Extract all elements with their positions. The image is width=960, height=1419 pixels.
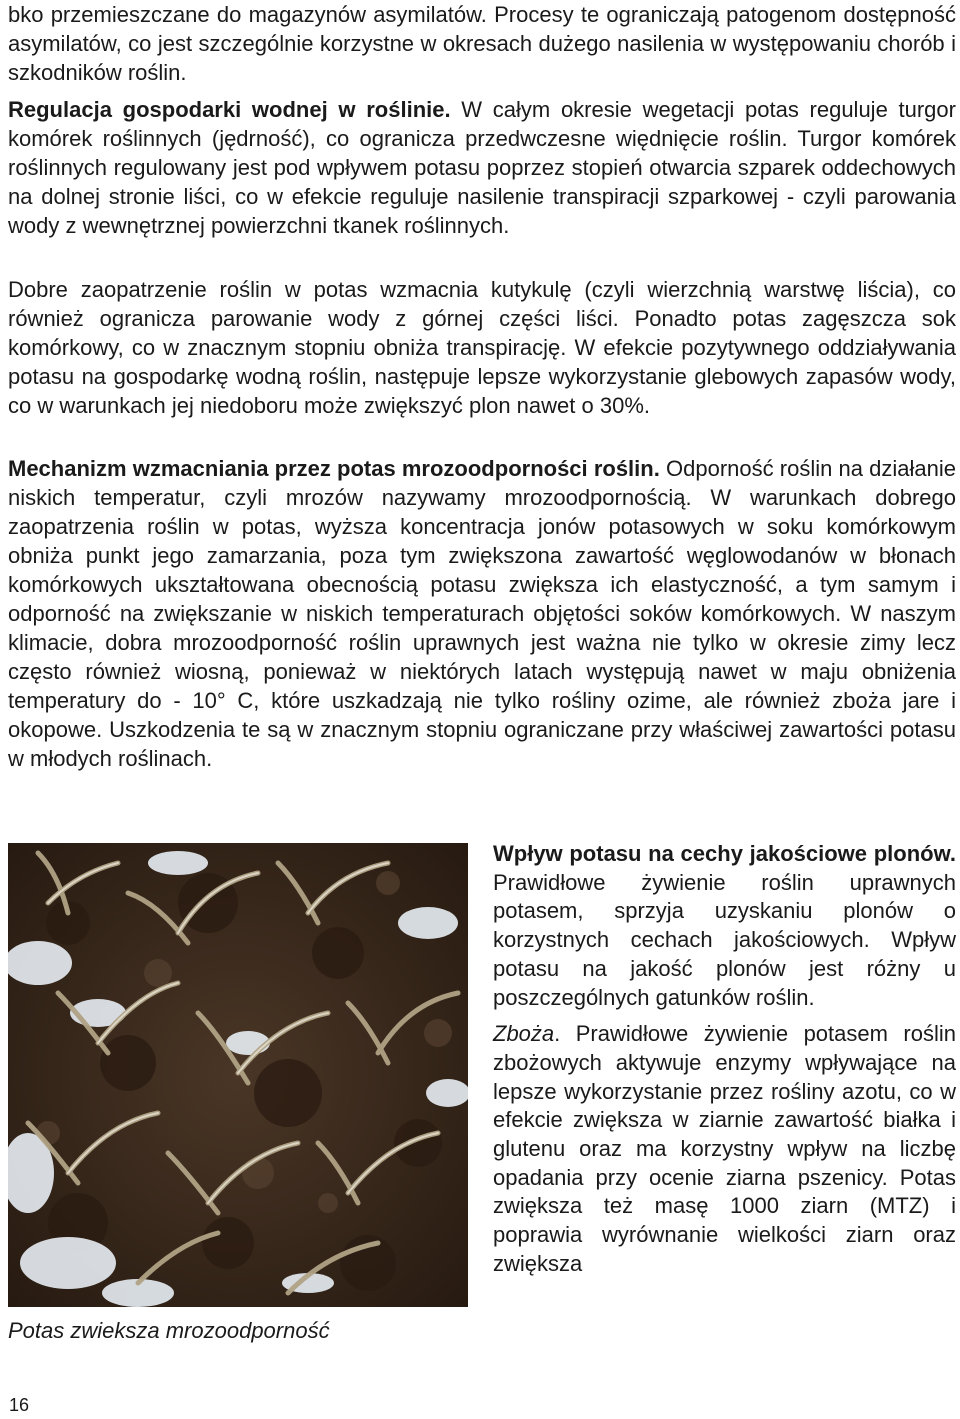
section-heading-water-regulation: Regulacja gospodarki wodnej w roślinie. (8, 97, 451, 122)
section-heading-crop-quality: Wpływ potasu na cechy jakościowe plonów. (493, 841, 956, 866)
page-number: 16 (9, 1395, 30, 1415)
paragraph-cereals (493, 1020, 956, 1278)
subheading-cereals: Zboża (493, 1021, 555, 1047)
paragraph-frost-resistance (8, 454, 956, 773)
paragraph-text: Dobre zaopatrzenie roślin w potas wzmacnia kutykulę (czyli wierzchnią warstwę liścia), co również ogranicza parowanie wody z górnej części liści. Ponadto potas zagęszcza sok komórkowy, co w znacznym stopniu obniża transpirację. W efekcie pozytywnego oddziaływania potasu na gospodarkę wodną roślin, następuje lepsze wykorzystanie glebowych zapasów wody, co w warunkach jej niedoboru może zwiększyć plon nawet o 30%. (8, 277, 956, 418)
paragraph-crop-quality (493, 840, 956, 1012)
paragraph-text: . Prawidłowe żywienie potasem roślin zbożowych aktywuje enzymy wpływające na lepsze wykorzystanie przez rośliny azotu, co w efekcie zwiększa w ziarnie zawartość białka i glutenu oraz ma korzystny wpływ na liczbę opadania przy ocenie ziarna pszenicy. Potas zwiększa też masę 1000 ziarn (MTZ) i poprawia wyrównanie wielkości ziarn oraz zwiększa (493, 1021, 956, 1276)
paragraph-cuticle (8, 275, 956, 420)
section-heading-frost-resistance: Mechanizm wzmacniania przez potas mrozoodporności roślin. (8, 456, 660, 481)
paragraph-text: bko przemieszczane do magazynów asymilatów. Procesy te ograniczają patogenom dostępność asymilatów, co jest szczególnie korzystne w okresach dużego nasilenia w występowaniu chorób i szkodników roślin. (8, 2, 956, 85)
photo-illustration (8, 843, 468, 1307)
paragraph-text: Prawidłowe żywienie roślin uprawnych potasem, sprzyja uzyskaniu plonów o korzystnych cechach jakościowych. Wpływ potasu na jakość plonów jest różny u poszczególnych gatunków roślin. (493, 869, 956, 1010)
paragraph-water-regulation (8, 95, 956, 240)
photo-frosted-seedlings (8, 843, 468, 1307)
paragraph-text: W całym okresie wegetacji potas reguluje turgor komórek roślinnych (jędrność), co ogranicza przedwczesne więdnięcie roślin. Turgor komórek roślinnych regulowany jest pod wpływem potasu poprzez stopień otwarcia szparek oddechowych na dolnej stronie liści, co w efekcie reguluje nasilenie transpiracji szparkowej - czyli parowania wody z wewnętrznej powierzchni tkanek roślinnych. (8, 97, 956, 238)
paragraph-text: Odporność roślin na działanie niskich temperatur, czyli mrozów nazywamy mrozoodpornością. W warunkach dobrego zaopatrzenia roślin w potas, wyższa koncentracja jonów potasowych w soku komórkowym obniża punkt jego zamarzania, poza tym zwiększona zawartość węglowodanów w błonach komórkowych ukształtowana obecnością potasu zwiększa ich elastyczność, a tym samym i odporność na zwiększanie w niskich temperaturach objętości soków komórkowych. W naszym klimacie, dobra mrozoodporność roślin uprawnych jest ważna nie tylko w okresie zimy lecz często również wiosną, ponieważ w niektórych latach występują nawet w maju obniżenia temperatury do - 10° C, które uszkadzają nie tylko rośliny ozime, ale również zboża jare i okopowe. Uszkodzenia te są w znacznym stopniu ograniczane przy właściwej zawartości potasu w młodych roślinach. (8, 456, 956, 771)
paragraph-intro-continuation (8, 0, 956, 87)
figure-caption: Potas zwieksza mrozoodporność (8, 1318, 330, 1343)
right-column (493, 840, 956, 1279)
